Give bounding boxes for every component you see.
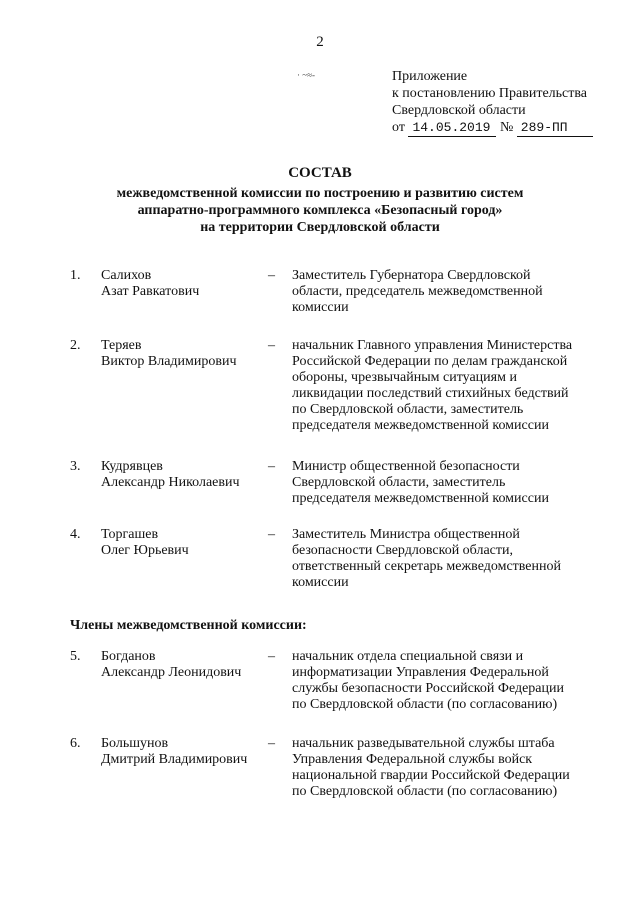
member-position (292, 527, 610, 591)
member-surname: Теряев (101, 338, 142, 353)
position-line: председателя межведомственной комиссии (292, 491, 549, 506)
member-position (292, 649, 610, 713)
position-line: Министр общественной безопасности (292, 459, 520, 474)
member-name (101, 527, 266, 559)
subtitle-line-3: на территории Свердловской области (200, 220, 440, 235)
member-name (101, 459, 266, 491)
position-line: Свердловской области, заместитель (292, 475, 506, 490)
handwritten-mark: · ~≈- (297, 70, 316, 80)
position-line: начальник отдела специальной связи и (292, 649, 524, 664)
annex-date: 14.05.2019 (408, 119, 496, 137)
position-line: обороны, чрезвычайным ситуациям и (292, 370, 517, 385)
member-position (292, 459, 610, 507)
position-line: по Свердловской области (по согласованию) (292, 697, 558, 712)
member-given-name: Дмитрий Владимирович (101, 752, 248, 767)
member-name (101, 268, 266, 300)
member-surname: Кудрявцев (101, 459, 163, 474)
position-line: Заместитель Губернатора Свердловской (292, 268, 531, 283)
position-line: начальник разведывательной службы штаба (292, 736, 555, 751)
member-number: 3. (70, 459, 81, 474)
members-section-header: Члены межведомственной комиссии: (70, 618, 307, 633)
position-line: комиссии (292, 575, 349, 590)
dash: – (268, 736, 275, 751)
dash: – (268, 338, 275, 353)
member-number: 2. (70, 338, 81, 353)
member-surname: Салихов (101, 268, 152, 283)
position-line: ответственный секретарь межведомственной (292, 559, 561, 574)
position-line: информатизации Управления Федеральной (292, 665, 549, 680)
document-subtitle (80, 185, 560, 236)
dash: – (268, 527, 275, 542)
position-line: Управления Федеральной службы войск (292, 752, 533, 767)
member-surname: Торгашев (101, 527, 159, 542)
subtitle-line-2: аппаратно-программного комплекса «Безопасный город» (137, 203, 503, 218)
annex-from-label: от (392, 120, 405, 135)
page-number: 2 (316, 34, 324, 50)
dash: – (268, 268, 275, 283)
position-line: службы безопасности Российской Федерации (292, 681, 565, 696)
position-line: национальной гвардии Российской Федерации (292, 768, 570, 783)
position-line: председателя межведомственной комиссии (292, 418, 549, 433)
dash: – (268, 649, 275, 664)
annex-number-sign: № (499, 120, 514, 135)
member-number: 4. (70, 527, 81, 542)
annex-date-line (392, 119, 632, 137)
member-name (101, 338, 266, 370)
position-line: по Свердловской области, заместитель (292, 402, 524, 417)
member-name (101, 736, 266, 768)
member-given-name: Александр Николаевич (101, 475, 240, 490)
annex-line-1: Приложение (392, 69, 468, 84)
position-line: по Свердловской области (по согласованию) (292, 784, 558, 799)
member-number: 5. (70, 649, 81, 664)
position-line: ликвидации последствий стихийных бедствий (292, 386, 569, 401)
member-position (292, 268, 610, 316)
member-position (292, 736, 610, 800)
position-line: Российской Федерации по делам гражданской (292, 354, 568, 369)
member-number: 6. (70, 736, 81, 751)
member-name (101, 649, 266, 681)
position-line: комиссии (292, 300, 349, 315)
document-title: СОСТАВ (288, 165, 352, 181)
member-surname: Большунов (101, 736, 169, 751)
member-surname: Богданов (101, 649, 156, 664)
member-given-name: Азат Равкатович (101, 284, 200, 299)
annex-line-2: к постановлению Правительства (392, 86, 588, 101)
subtitle-line-1: межведомственной комиссии по построению и развитию систем (116, 186, 524, 201)
annex-number: 289-ПП (517, 119, 593, 137)
member-number: 1. (70, 268, 81, 283)
position-line: начальник Главного управления Министерства (292, 338, 573, 353)
annex-block (392, 68, 632, 137)
dash: – (268, 459, 275, 474)
member-given-name: Олег Юрьевич (101, 543, 189, 558)
member-given-name: Александр Леонидович (101, 665, 242, 680)
position-line: области, председатель межведомственной (292, 284, 543, 299)
member-given-name: Виктор Владимирович (101, 354, 237, 369)
position-line: Заместитель Министра общественной (292, 527, 520, 542)
annex-line-3: Свердловской области (392, 103, 526, 118)
member-position (292, 338, 610, 434)
position-line: безопасности Свердловской области, (292, 543, 513, 558)
